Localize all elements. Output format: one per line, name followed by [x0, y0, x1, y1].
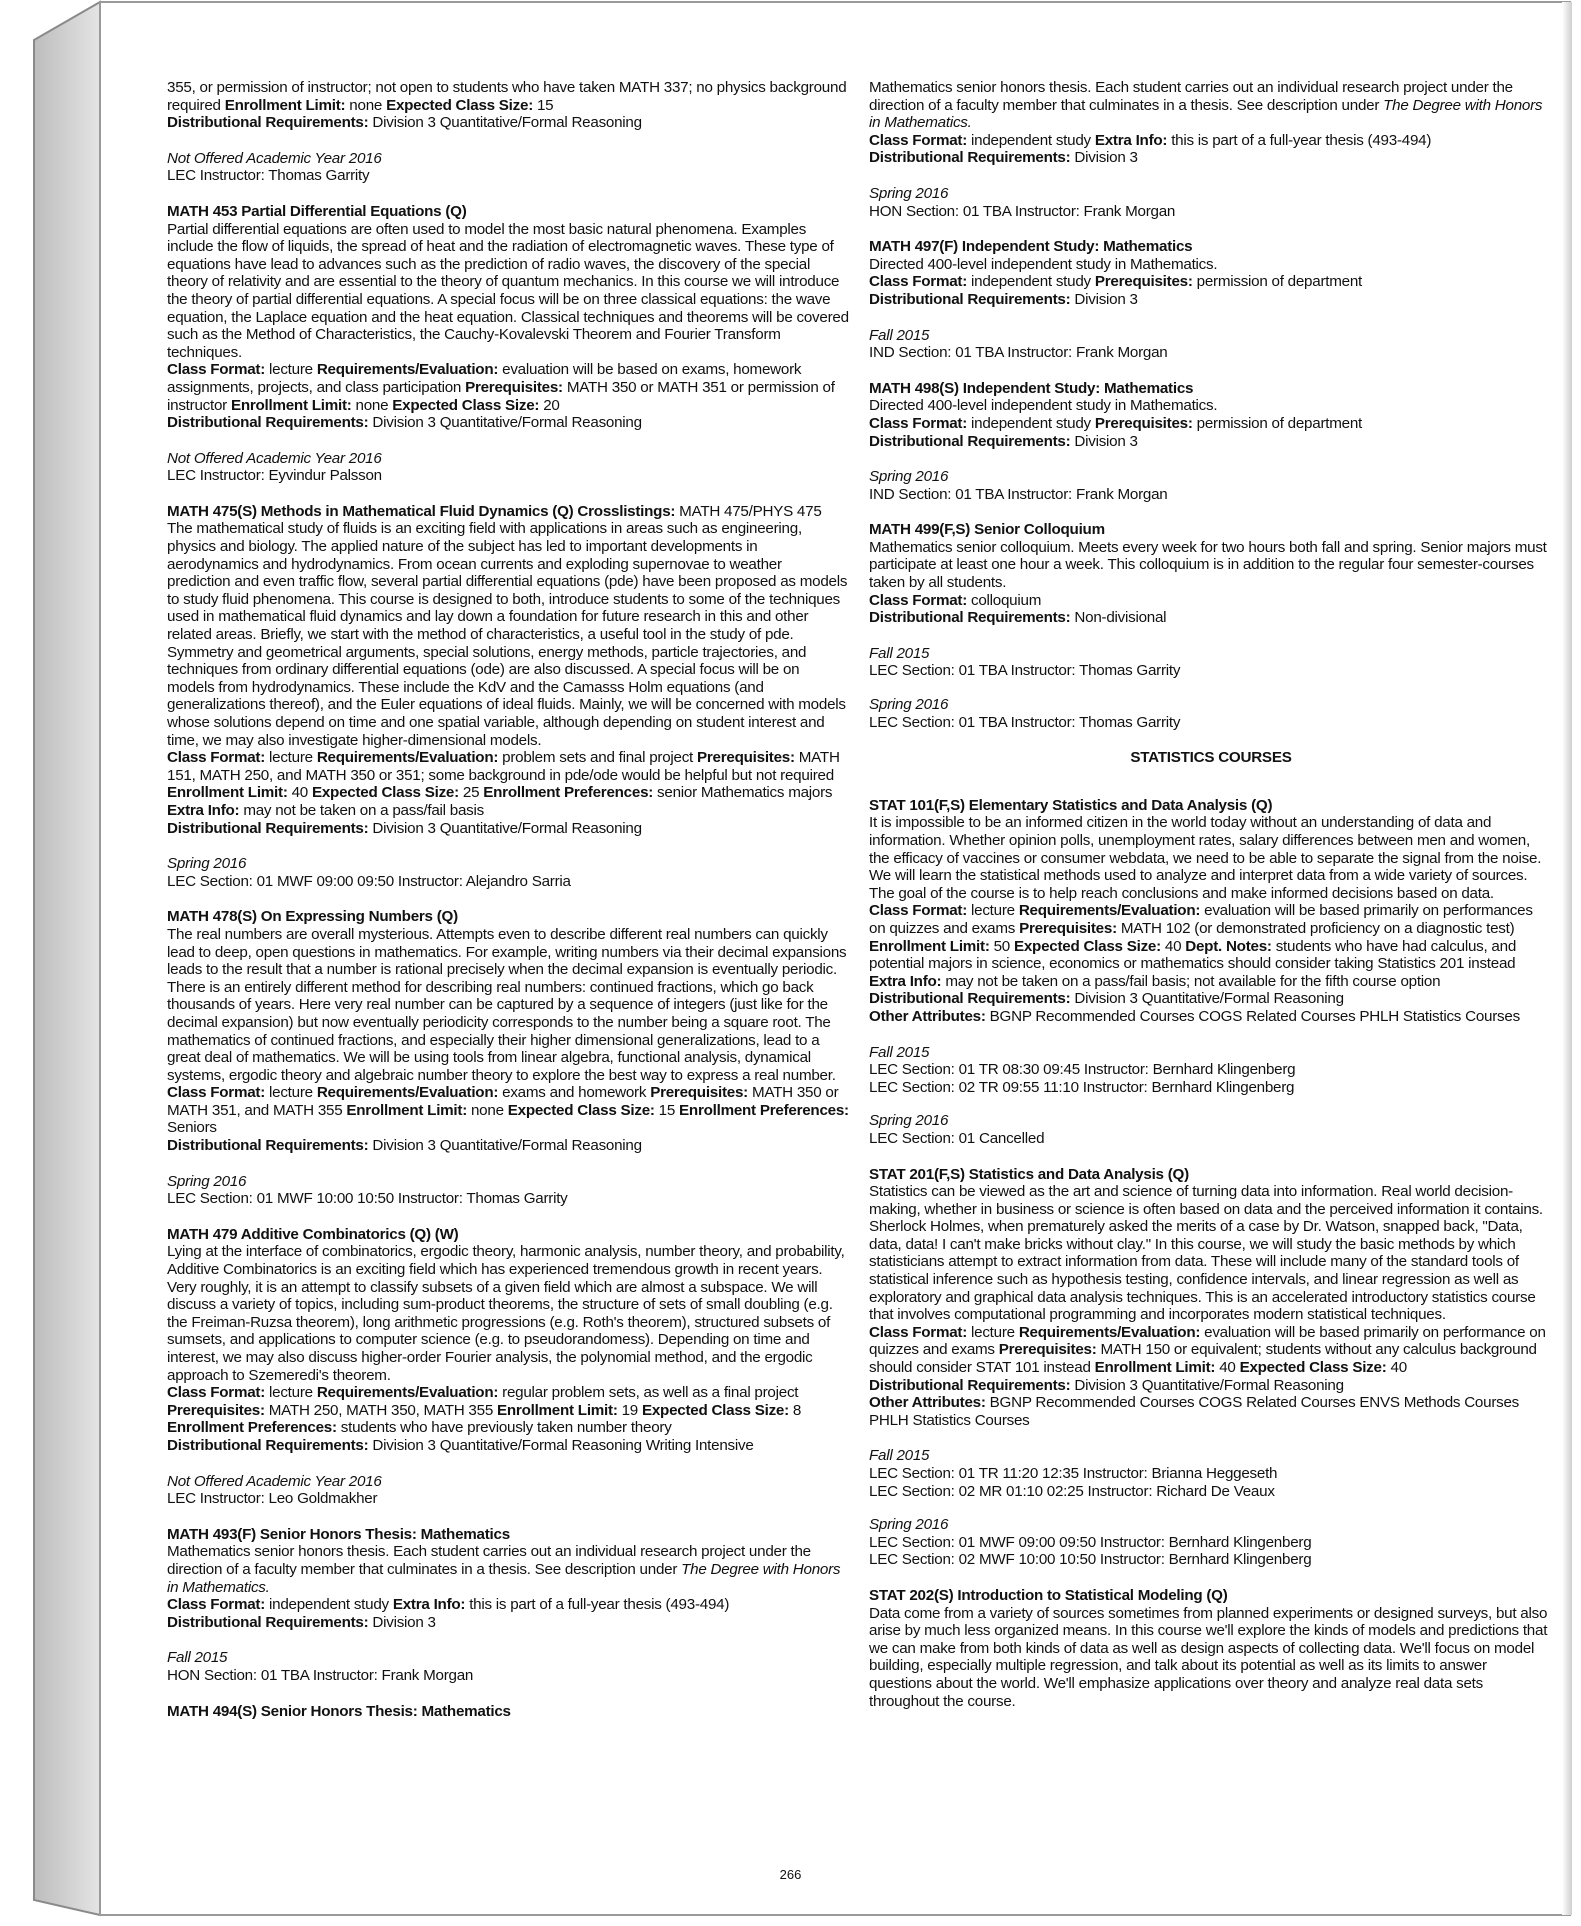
field-value: lecture	[967, 1323, 1019, 1341]
distribution-label: Distributional Requirements:	[869, 990, 1071, 1008]
field-label: Class Format:	[167, 749, 266, 767]
field-label: Class Format:	[869, 1323, 968, 1341]
field-label: Requirements/Evaluation:	[1018, 902, 1201, 920]
term-block	[869, 185, 1553, 220]
field-value: MATH 150 or equivalent; students without any calculus background should consider STAT 101 instead	[869, 1341, 1537, 1377]
field-label: Extra Info:	[869, 972, 942, 990]
distribution-label: Distributional Requirements:	[167, 1137, 369, 1155]
field-label: Class Format:	[869, 902, 968, 920]
section-line: LEC Section: 01 MWF 10:00 10:50 Instructor: Thomas Garrity	[167, 1190, 568, 1208]
section-line: LEC Section: 02 MWF 10:00 10:50 Instructor: Bernhard Klingenberg	[869, 1551, 1312, 1569]
continued-text-italic: The Degree with Honors in Mathematics.	[869, 96, 1543, 132]
field-value: MATH 151, MATH 250, and MATH 350 or 351; some background in pde/ode would be helpful but not required	[167, 749, 840, 784]
course-description: Directed 400-level independent study in Mathematics.	[869, 255, 1218, 273]
field-value: lecture	[265, 749, 317, 767]
course-continuation	[869, 79, 1553, 220]
field-value: evaluation will be based on exams, homework assignments, projects, and class participation	[167, 361, 802, 396]
term-block	[869, 1112, 1553, 1147]
course-entry	[869, 797, 1553, 1148]
field-value: may not be taken on a pass/fail basis	[239, 801, 484, 819]
section-line: LEC Instructor: Thomas Garrity	[167, 167, 370, 185]
field-value: MATH 102 (or demonstrated proficiency on a diagnostic test)	[1116, 919, 1515, 937]
field-label: Class Format:	[869, 131, 968, 149]
distribution-label: Distributional Requirements:	[869, 609, 1071, 627]
other-attributes-value: BGNP Recommended Courses COGS Related Courses ENVS Methods Courses PHLH Statistics Courses	[869, 1394, 1520, 1429]
section-line: LEC Instructor: Eyvindur Palsson	[167, 467, 382, 485]
field-label: Prerequisites:	[465, 378, 563, 396]
field-value: independent study	[967, 414, 1095, 432]
distribution-label: Distributional Requirements:	[167, 819, 369, 837]
field-value: evaluation will be based primarily on performances on quizzes and exams	[869, 902, 1533, 937]
course-title: MATH 499(F,S) Senior Colloquium	[869, 521, 1105, 539]
semester-label: Fall 2015	[869, 1447, 930, 1465]
field-value: 40	[1386, 1359, 1407, 1377]
field-label: Class Format:	[167, 1084, 266, 1102]
field-label: Enrollment Preferences:	[167, 1419, 337, 1437]
field-value: independent study	[967, 273, 1095, 291]
field-value: independent study	[967, 131, 1095, 149]
semester-label: Fall 2015	[869, 644, 930, 662]
course-body	[167, 1226, 849, 1455]
field-value: this is part of a full-year thesis (493-494)	[465, 1596, 730, 1614]
course-body	[869, 797, 1553, 1026]
course-description-italic: The Degree with Honors in Mathematics.	[167, 1560, 841, 1596]
field-value: MATH 350 or MATH 351 or permission of instructor	[167, 378, 835, 414]
field-label: Class Format:	[167, 1596, 266, 1614]
semester-label: Not Offered Academic Year 2016	[167, 149, 382, 167]
course-body	[167, 503, 849, 837]
course-title: MATH 453 Partial Differential Equations (Q)	[167, 202, 467, 220]
continued-text: 355, or permission of instructor; not open to students who have taken MATH 337; no physics background required	[167, 79, 847, 114]
field-label: Expected Class Size:	[392, 396, 540, 414]
field-value: students who have had calculus, and potential majors in science, economics or mathematics should consider taking Statistics 201 instead	[869, 937, 1517, 973]
field-label: Class Format:	[869, 273, 968, 291]
field-label: Requirements/Evaluation:	[1018, 1323, 1201, 1341]
course-description: Mathematics senior honors thesis. Each student carries out an individual research project under the direction of a faculty member that culminates in a thesis. See description under	[167, 1543, 811, 1578]
field-value: exams and homework	[498, 1084, 651, 1102]
course-title: MATH 478(S) On Expressing Numbers (Q)	[167, 908, 458, 926]
course-entry	[167, 1526, 849, 1685]
section-line: LEC Section: 02 MR 01:10 02:25 Instructor: Richard De Veaux	[869, 1482, 1275, 1500]
course-title: MATH 494(S) Senior Honors Thesis: Mathematics	[167, 1702, 511, 1720]
field-value: 40	[1215, 1359, 1240, 1377]
semester-label: Fall 2015	[167, 1649, 228, 1667]
distribution-value: Division 3 Quantitative/Formal Reasoning Writing Intensive	[368, 1436, 754, 1454]
field-value: 8	[788, 1401, 802, 1419]
field-label: Class Format:	[869, 414, 968, 432]
distribution-value: Division 3 Quantitative/Formal Reasoning	[368, 114, 642, 132]
field-label: Prerequisites:	[1094, 273, 1193, 291]
distribution-value: Division 3 Quantitative/Formal Reasoning	[368, 414, 642, 432]
distribution-label: Distributional Requirements:	[167, 114, 369, 132]
semester-label: Spring 2016	[167, 1172, 247, 1190]
course-body	[167, 1703, 849, 1721]
term-block	[167, 855, 849, 890]
field-label: Class Format:	[167, 1384, 266, 1402]
field-value: evaluation will be based primarily on performance on quizzes and exams	[869, 1323, 1546, 1359]
course-title: MATH 479 Additive Combinatorics (Q) (W)	[167, 1225, 459, 1243]
field-label: Requirements/Evaluation:	[316, 1384, 499, 1402]
field-label: Extra Info:	[167, 801, 240, 819]
course-title: STAT 101(F,S) Elementary Statistics and Data Analysis (Q)	[869, 796, 1273, 814]
field-label: Prerequisites:	[998, 1341, 1097, 1359]
course-body	[869, 238, 1553, 308]
continued-text: Mathematics senior honors thesis. Each student carries out an individual research project under the direction of a faculty member that culminates in a thesis. See description under	[869, 79, 1513, 114]
field-value: lecture	[967, 902, 1019, 920]
field-label: Enrollment Limit:	[346, 1101, 468, 1119]
field-value: regular problem sets, as well as a final project	[498, 1384, 799, 1402]
course-description: Mathematics senior colloquium. Meets every week for two hours both fall and spring. Senior majors must participate at least one hour a week. This colloquium is in addition to the regular four semester-courses taken by all students.	[869, 538, 1547, 592]
course-body	[869, 1587, 1553, 1710]
field-label: Expected Class Size:	[1239, 1359, 1387, 1377]
field-value: lecture	[265, 1384, 317, 1402]
field-label: Extra Info:	[1094, 131, 1168, 149]
section-line: IND Section: 01 TBA Instructor: Frank Morgan	[869, 344, 1168, 362]
distribution-value: Division 3	[1070, 149, 1138, 167]
course-description: Partial differential equations are often used to model the most basic natural phenomena. Examples include the flow of liquids, the spread of heat and the radiation of electromagnetic waves. These type of equations have lead to advances such as the prediction of radio waves, the discovery of the special theory of relativity and are essential to the theory of quantum mechanics. In this course we will introduce the theory of partial differential equations. A special focus will be on three classical equations: the wave equation, the Laplace equation and the heat equation. Classical techniques and theorems will be covered such as the Method of Characteristics, the Cauchy-Kovalevski Theorem and Fourier Transform techniques.	[167, 220, 849, 361]
other-attributes-label: Other Attributes:	[869, 1394, 986, 1412]
course-body	[869, 79, 1553, 167]
other-attributes-value: BGNP Recommended Courses COGS Related Courses PHLH Statistics Courses	[985, 1007, 1520, 1025]
distribution-label: Distributional Requirements:	[869, 1376, 1071, 1394]
field-value: senior Mathematics majors	[653, 784, 833, 802]
course-entry	[167, 503, 849, 890]
course-entry	[869, 238, 1553, 362]
field-value: lecture	[265, 361, 317, 379]
field-label: Enrollment Limit:	[224, 96, 346, 114]
field-label: Requirements/Evaluation:	[316, 749, 499, 767]
semester-label: Not Offered Academic Year 2016	[167, 1472, 382, 1490]
section-line: LEC Instructor: Leo Goldmakher	[167, 1490, 378, 1508]
course-title: STAT 201(F,S) Statistics and Data Analysis (Q)	[869, 1165, 1189, 1183]
term-block	[869, 1447, 1553, 1500]
field-label: Requirements/Evaluation:	[316, 1084, 499, 1102]
course-entry	[167, 203, 849, 485]
section-line: HON Section: 01 TBA Instructor: Frank Morgan	[167, 1666, 474, 1684]
book-spine	[34, 2, 100, 1915]
semester-label: Fall 2015	[869, 326, 930, 344]
field-label: Expected Class Size:	[507, 1101, 655, 1119]
course-body	[167, 908, 849, 1154]
field-label: Class Format:	[167, 361, 266, 379]
course-body	[869, 380, 1553, 450]
term-block	[167, 450, 849, 485]
field-label: Enrollment Limit:	[167, 784, 288, 802]
term-block	[869, 696, 1553, 731]
course-body	[167, 203, 849, 432]
section-line: LEC Section: 01 TBA Instructor: Thomas Garrity	[869, 713, 1181, 731]
section-line: LEC Section: 01 Cancelled	[869, 1129, 1045, 1147]
course-description: Statistics can be viewed as the art and science of turning data into information. Real world decision-making, whether in business or science is often based on data and the perceived information it contains. Sherlock Holmes, when prematurely asked the merits of a case by Dr. Watson, snapped back, "Data, data, data! I can't make bricks without clay." In this course, we will study the basic methods by which statisticians attempt to extract information from data. These will include many of the standard tools of statistical inference such as hypothesis testing, confidence intervals, and linear regression as well as exploratory and graphical data analysis techniques. This is an accelerated introductory statistics course that involves computational programming and incorporates modern statistical techniques.	[869, 1183, 1543, 1324]
course-title: MATH 498(S) Independent Study: Mathematics	[869, 379, 1194, 397]
field-label: Prerequisites:	[167, 1401, 265, 1419]
distribution-value: Division 3	[1070, 290, 1138, 308]
field-value: permission of department	[1192, 273, 1362, 291]
semester-label: Spring 2016	[869, 184, 949, 202]
course-continuation	[167, 79, 849, 185]
field-label: Prerequisites:	[1094, 414, 1193, 432]
course-description: Directed 400-level independent study in Mathematics.	[869, 397, 1218, 415]
field-value: MATH 250, MATH 350, MATH 355	[264, 1401, 497, 1419]
course-description: The mathematical study of fluids is an exciting field with applications in areas such as engineering, physics and biology. The applied nature of the subject has led to important developments in aerodynamics and hydrodynamics. From ocean currents and exploding supernovae to weather prediction and even traffic flow, several partial differential equations (pde) have been proposed as models to study fluid phenomena. This course is designed to both, introduce students to some of the techniques used in mathematical fluid dynamics and lay down a foundation for future research in this and other related areas. Briefly, we start with the method of characteristics, a useful tool in the study of pde. Symmetry and geometrical arguments, special solutions, energy methods, particle trajectories, and techniques from ordinary differential equations (ode) are also discussed. A special focus will be on models from hydrodynamics. These include the KdV and the Camasss Holm equations (and generalizations thereof), and the Euler equations of ideal fluids. Mainly, we will be concerned with models whose solutions depend on time and one spatial variable, although depending on student interest and time, we may also investigate higher-dimensional models.	[167, 520, 848, 749]
distribution-label: Distributional Requirements:	[869, 149, 1071, 167]
distribution-value: Non-divisional	[1070, 609, 1167, 627]
left-column	[167, 79, 849, 1738]
course-entry	[869, 1166, 1553, 1569]
section-heading: STATISTICS COURSES	[1130, 749, 1292, 767]
course-body	[869, 521, 1553, 627]
section-line: LEC Section: 01 TR 11:20 12:35 Instructor: Brianna Heggeseth	[869, 1465, 1278, 1482]
distribution-value: Division 3 Quantitative/Formal Reasoning	[1070, 1376, 1344, 1394]
field-value: 19	[617, 1401, 642, 1419]
field-label: Prerequisites:	[650, 1084, 748, 1102]
distribution-label: Distributional Requirements:	[869, 290, 1071, 308]
section-line: LEC Section: 01 MWF 09:00 09:50 Instructor: Bernhard Klingenberg	[869, 1533, 1312, 1551]
semester-label: Spring 2016	[869, 696, 949, 714]
course-title: STAT 202(S) Introduction to Statistical Modeling (Q)	[869, 1586, 1228, 1604]
field-value: independent study	[265, 1596, 393, 1614]
semester-label: Fall 2015	[869, 1043, 930, 1061]
distribution-label: Distributional Requirements:	[167, 1436, 369, 1454]
field-label: Enrollment Preferences:	[483, 784, 654, 802]
field-label: Expected Class Size:	[1013, 937, 1161, 955]
field-value: 25	[458, 784, 484, 802]
course-body	[167, 79, 849, 132]
field-label: Prerequisites:	[697, 749, 795, 767]
distribution-label: Distributional Requirements:	[869, 432, 1071, 450]
field-value: none	[351, 396, 393, 414]
course-title: MATH 493(F) Senior Honors Thesis: Mathematics	[167, 1525, 510, 1543]
term-block	[869, 1044, 1553, 1097]
field-label: Expected Class Size:	[311, 784, 459, 802]
term-block	[167, 1173, 849, 1208]
field-label: Enrollment Limit:	[230, 396, 352, 414]
course-body	[869, 1166, 1553, 1430]
field-value: may not be taken on a pass/fail basis; not available for the fifth course option	[941, 972, 1441, 990]
field-label: Enrollment Limit:	[869, 937, 990, 955]
field-value: students who have previously taken number theory	[336, 1419, 672, 1437]
semester-label: Not Offered Academic Year 2016	[167, 449, 382, 467]
course-entry	[869, 380, 1553, 504]
field-label: Class Format:	[869, 591, 968, 609]
section-line: LEC Section: 02 TR 09:55 11:10 Instructor: Bernhard Klingenberg	[869, 1078, 1295, 1096]
field-value: 50	[989, 937, 1014, 955]
field-value: none	[345, 96, 387, 114]
course-entry	[167, 908, 849, 1208]
field-label: Enrollment Limit:	[1094, 1359, 1216, 1377]
course-entry	[869, 1587, 1553, 1710]
term-block	[869, 645, 1553, 680]
page-number: 266	[779, 1867, 802, 1882]
term-block	[869, 327, 1553, 362]
field-value: 15	[654, 1101, 680, 1119]
field-value: problem sets and final project	[498, 749, 697, 767]
field-value: 15	[533, 96, 554, 114]
section-line: LEC Section: 01 TR 08:30 09:45 Instructor: Bernhard Klingenberg	[869, 1061, 1296, 1079]
right-column	[869, 79, 1553, 1728]
field-value: colloquium	[967, 591, 1042, 609]
field-value: MATH 350 or MATH 351, and MATH 355	[167, 1084, 839, 1119]
term-block	[167, 150, 849, 185]
distribution-value: Division 3	[1070, 432, 1138, 450]
section-line: LEC Section: 01 MWF 09:00 09:50 Instructor: Alejandro Sarria	[167, 872, 571, 890]
field-label: Extra Info:	[392, 1596, 466, 1614]
field-value: none	[467, 1101, 508, 1119]
field-label: Enrollment Limit:	[497, 1401, 618, 1419]
distribution-label: Distributional Requirements:	[167, 414, 369, 432]
field-label: Dept. Notes:	[1185, 937, 1272, 955]
field-label: Enrollment Preferences:	[679, 1101, 849, 1119]
term-block	[167, 1649, 849, 1684]
field-value: 40	[287, 784, 312, 802]
section-line: LEC Section: 01 TBA Instructor: Thomas Garrity	[869, 662, 1181, 680]
distribution-value: Division 3 Quantitative/Formal Reasoning	[1070, 990, 1344, 1008]
field-value: lecture	[265, 1084, 317, 1102]
term-block	[167, 1473, 849, 1508]
course-title: MATH 475(S) Methods in Mathematical Fluid Dynamics (Q) Crosslistings:	[167, 502, 676, 520]
course-entry	[167, 1703, 849, 1721]
section-line: IND Section: 01 TBA Instructor: Frank Morgan	[869, 485, 1168, 503]
course-crosslisting: MATH 475/PHYS 475	[675, 502, 822, 520]
field-value: this is part of a full-year thesis (493-494)	[1167, 131, 1432, 149]
course-description: Lying at the interface of combinatorics, ergodic theory, harmonic analysis, number theory, and probability, Additive Combinatorics is an exciting field which has experienced tremendous growth in recent years. Very roughly, it is an attempt to classify subsets of a given field which are almost a subspace. We will discuss a variety of topics, including sum-product theorems, the structure of sets of small doubling (e.g. the Freiman-Ruzsa theorem), long arithmetic progressions (e.g. Roth's theorem), structured subsets of sumsets, and applications to computer science (e.g. to pseudorandomess). Depending on time and interest, we may also discuss higher-order Fourier analysis, the polynomial method, and the ergodic approach to Szemeredi's theorem.	[167, 1243, 845, 1384]
term-block	[869, 468, 1553, 503]
section-line: HON Section: 01 TBA Instructor: Frank Morgan	[869, 202, 1176, 220]
course-body	[167, 1526, 849, 1632]
course-description: It is impossible to be an informed citizen in the world today without an understanding of data and information. Whether opinion polls, unemployment rates, salary differences between men and women, the efficacy of vaccines or consumer webdata, we need to be able to separate the signal from the noise. We will learn the statistical methods used to analyze and interpret data from a wide variety of sources. The goal of the course is to help reach conclusions and make informed decisions based on data.	[869, 814, 1542, 902]
semester-label: Spring 2016	[167, 855, 247, 873]
course-description: The real numbers are overall mysterious. Attempts even to describe different real numbers can quickly lead to deep, open questions in mathematics. For example, writing numbers via their decimal expansions leads to the result that a number is rational precisely when the decimal expansion is eventually periodic. There is an entirely different method for describing real numbers: continued fractions, which go back thousands of years. Here very real number can be captured by a sequence of integers (just like for the decimal expansion) but now eventually periodicity corresponds to the number being a square root. The mathematics of continued fractions, and especially their higher dimensional generalizations, lead to a great deal of mathematics. We will be using tools from linear algebra, functional analysis, dynamical systems, ergodic theory and algebraic number theory to explore the best way to express a real number.	[167, 925, 847, 1084]
page-right-shadow	[1562, 2, 1572, 1915]
distribution-value: Division 3 Quantitative/Formal Reasoning	[368, 1137, 642, 1155]
field-value: permission of department	[1192, 414, 1362, 432]
term-block	[869, 1516, 1553, 1569]
field-value: 40	[1160, 937, 1186, 955]
field-label: Prerequisites:	[1019, 919, 1117, 937]
course-entry	[869, 521, 1553, 731]
course-description: Data come from a variety of sources sometimes from planned experiments or designed surveys, but also arise by much less organized means. In this course we'll explore the kinds of models and predictions that we can make from both kinds of data as well as design aspects of collecting data. We'll focus on model building, especially multiple regression, and talk about its potential as well as its limits to answer questions about the world. We'll emphasize applications over theory and analyze real data sets throughout the course.	[869, 1604, 1548, 1710]
field-label: Expected Class Size:	[641, 1401, 789, 1419]
semester-label: Spring 2016	[869, 468, 949, 486]
field-value: Seniors	[167, 1119, 217, 1137]
course-entry	[167, 1226, 849, 1508]
semester-label: Spring 2016	[869, 1516, 949, 1534]
field-label: Expected Class Size:	[386, 96, 534, 114]
field-value: 20	[539, 396, 560, 414]
distribution-value: Division 3	[368, 1613, 436, 1631]
distribution-value: Division 3 Quantitative/Formal Reasoning	[368, 819, 642, 837]
other-attributes-label: Other Attributes:	[869, 1007, 986, 1025]
distribution-label: Distributional Requirements:	[167, 1613, 369, 1631]
course-title: MATH 497(F) Independent Study: Mathematics	[869, 238, 1193, 256]
semester-label: Spring 2016	[869, 1112, 949, 1130]
field-label: Requirements/Evaluation:	[316, 361, 499, 379]
